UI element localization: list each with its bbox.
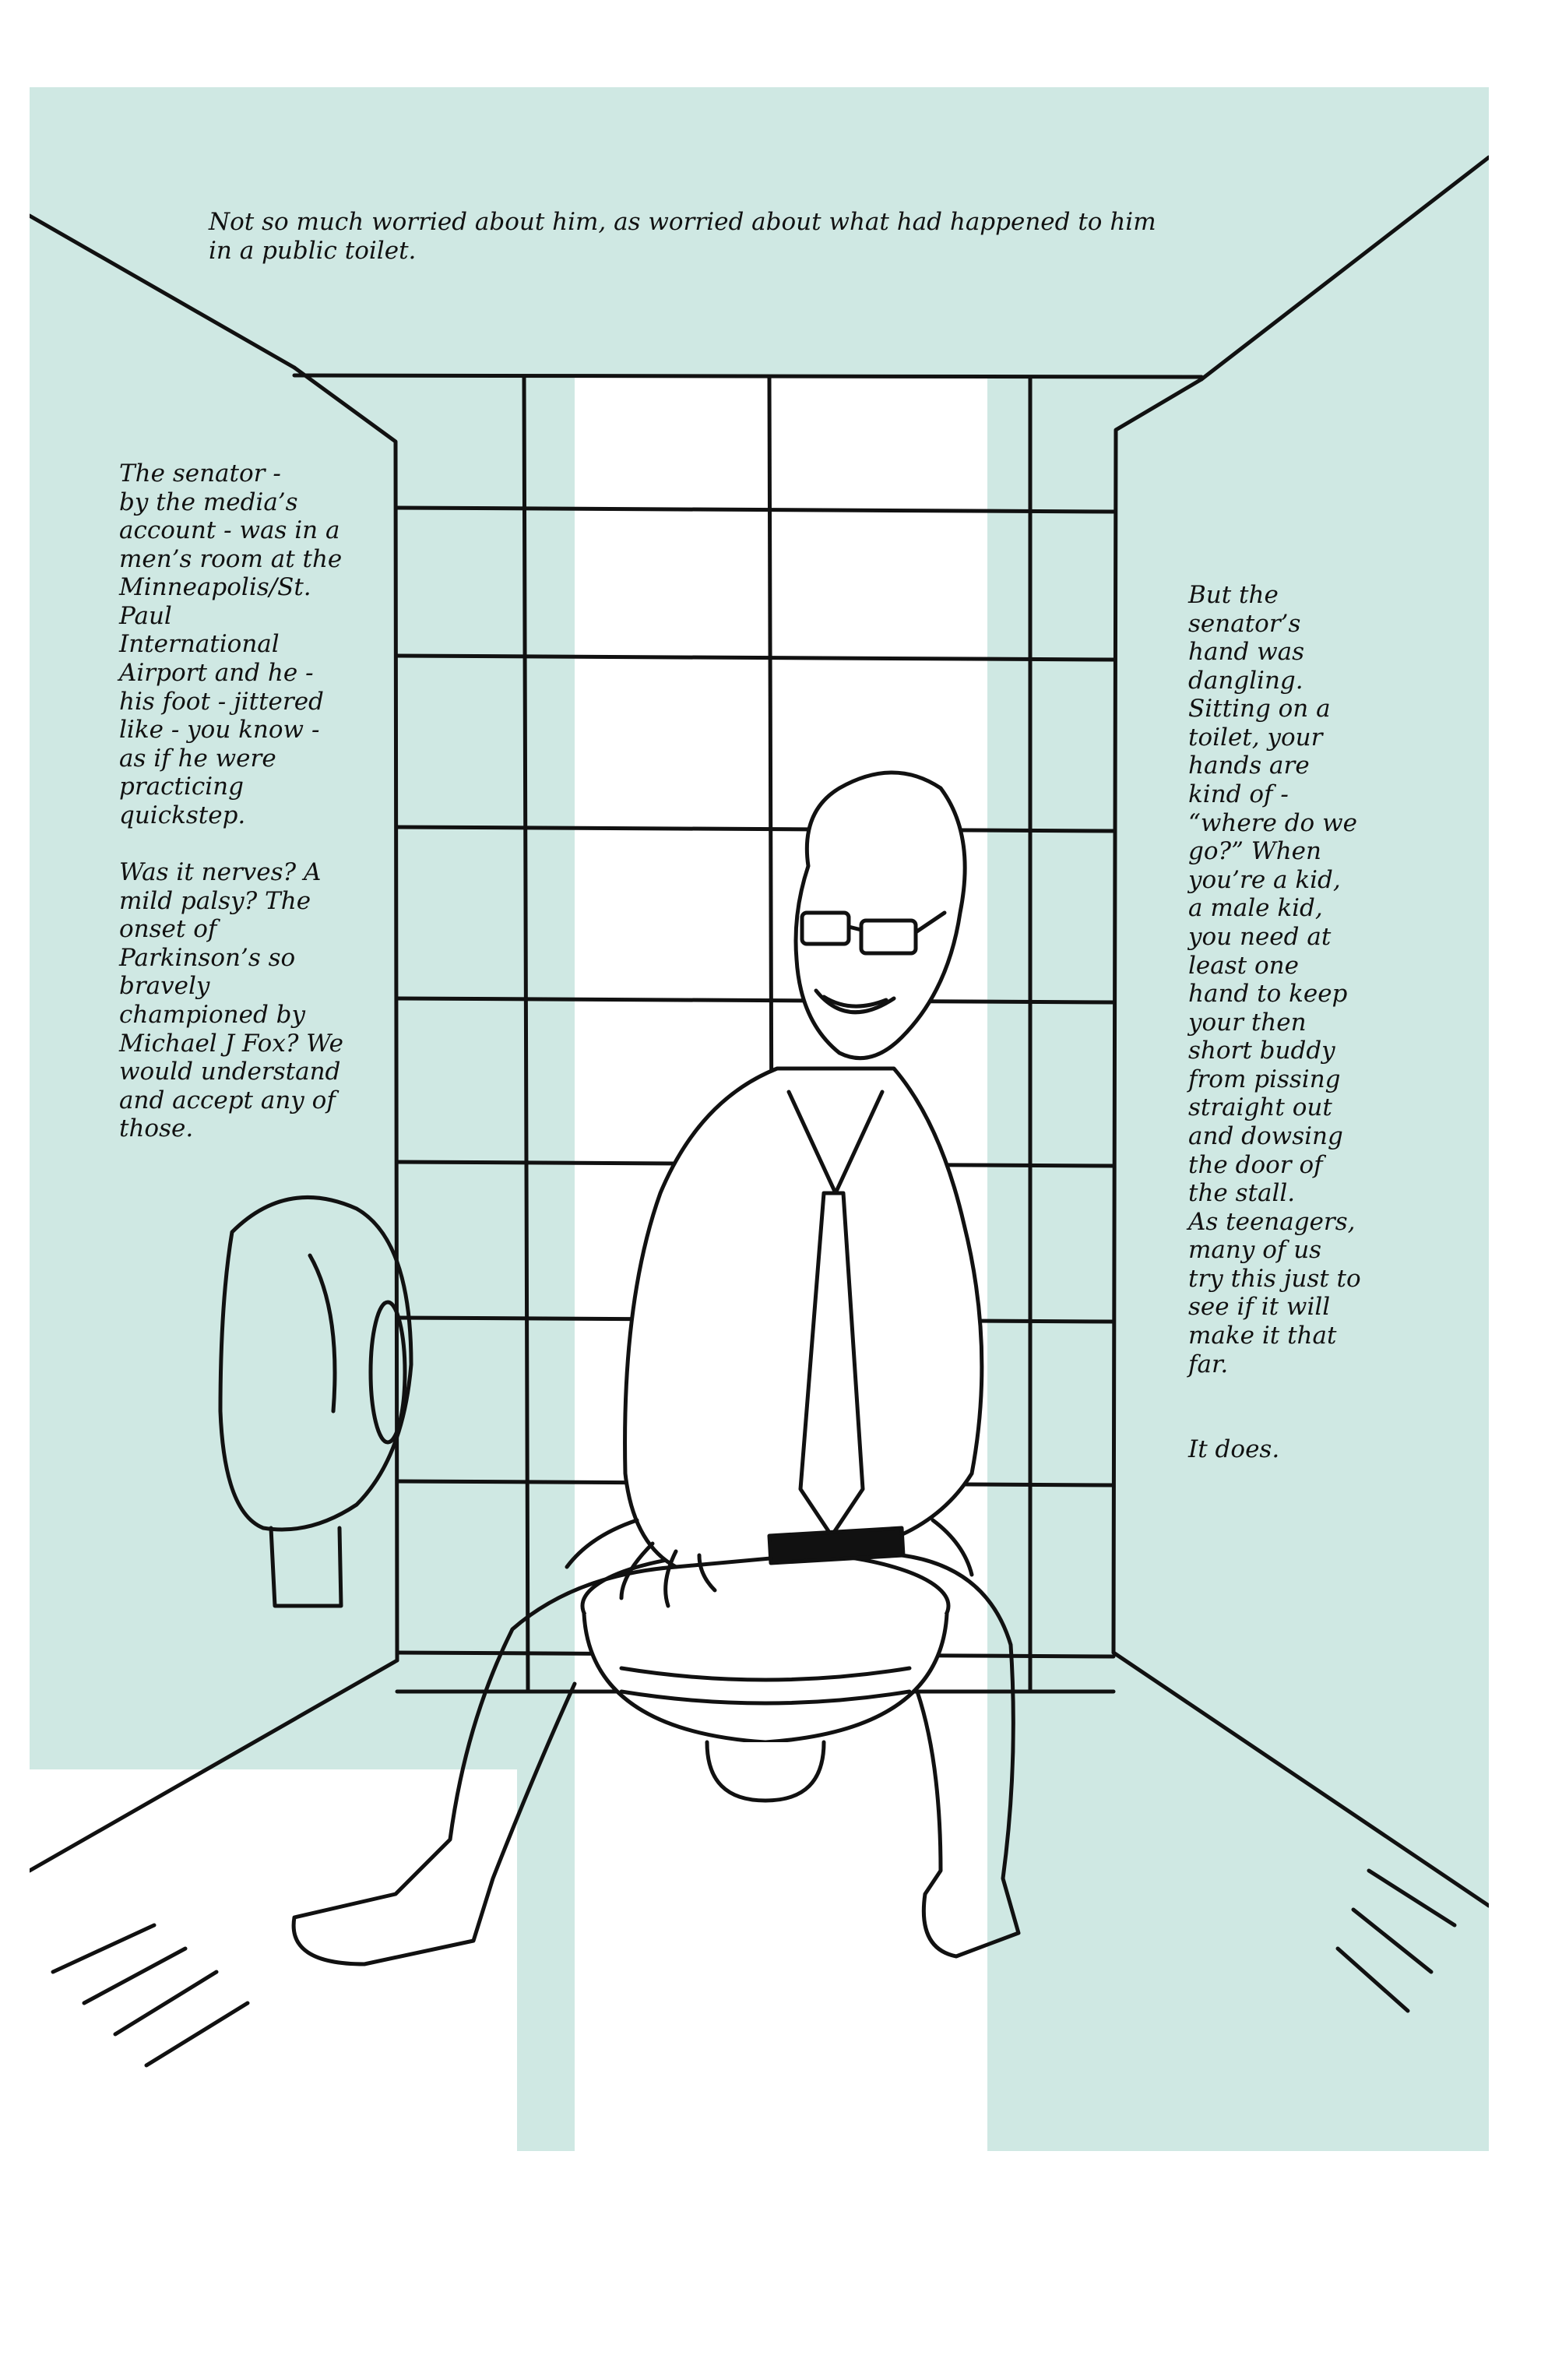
back-wall-top: [294, 375, 1201, 377]
ceiling-right-line: [1201, 157, 1489, 379]
caption-top: Not so much worried about him, as worried about what had happened to him in a public toilet.: [209, 208, 1156, 265]
comic-panel: [30, 87, 1489, 2151]
caption-right: But the senator’s hand was dangling. Sitting on a toilet, your hands are kind of - “where do we go?” When you’re a kid, a male kid, you need at least one hand to keep your then short buddy from pissing straight out and dowsing the door of the stall. As teenagers, many of us try this just to see if it will make it that far. It does.: [1188, 581, 1361, 1464]
right-partition-bottom: [1114, 1653, 1489, 1906]
toilet-paper-dispenser: [220, 1197, 411, 1606]
caption-left: The senator - by the media’s account - was in a men’s room at the Minneapolis/St. Paul International Airport and he - his foot - jittered like - you know - as if he were practicing quickstep. Was it nerves? A mild palsy? The onset of Parkinson’s so bravely championed by Michael J Fox? We would understand and accept any of those.: [119, 459, 343, 1143]
